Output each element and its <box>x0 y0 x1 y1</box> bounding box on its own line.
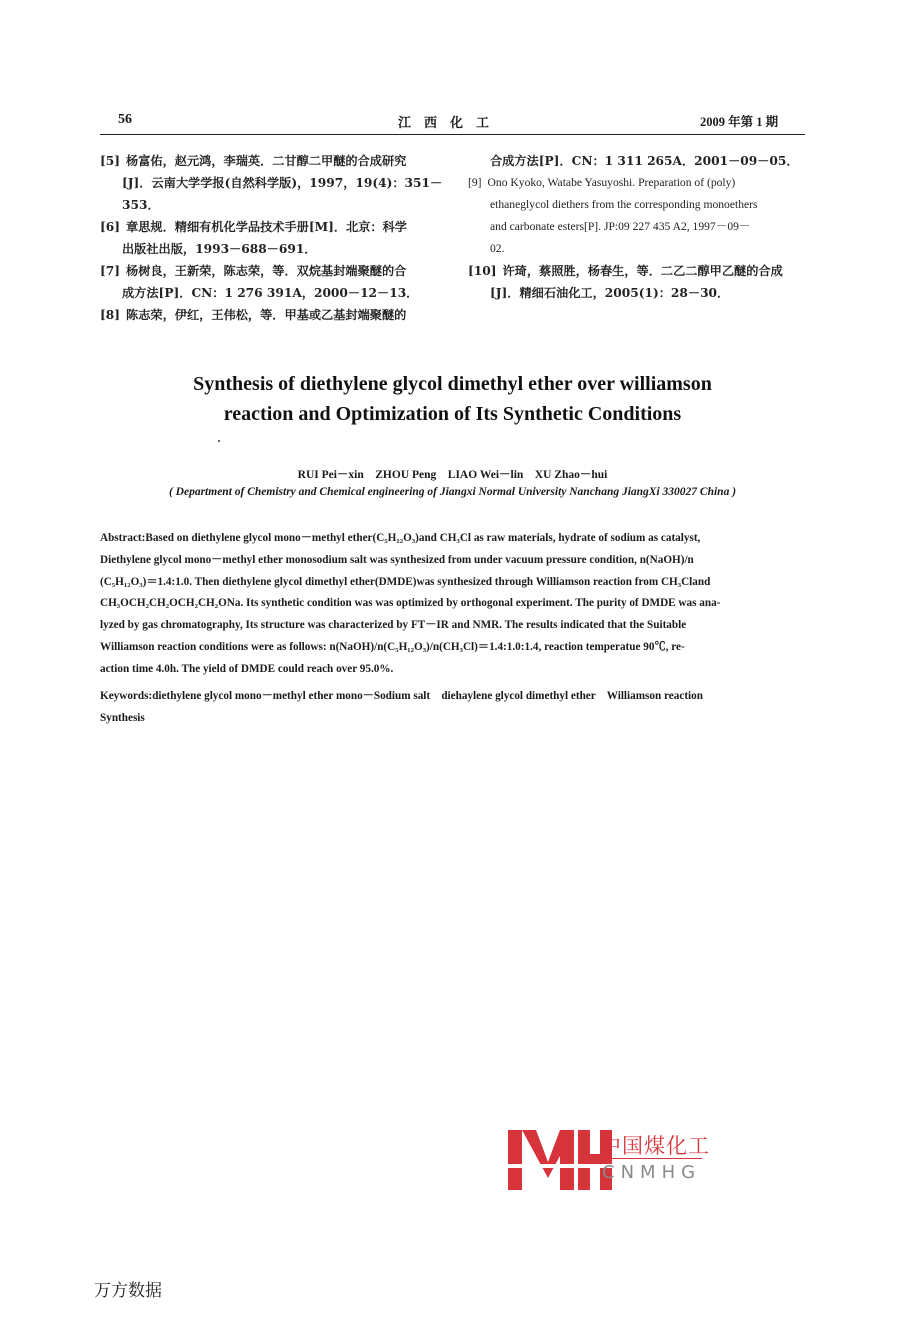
abstract-line-6: Williamson reaction conditions were as follows: n(NaOH)/n(C₅H₁₂O₃)/n(CH₃Cl)＝1.4:1.0:1.4, reaction temperatue 90℃, re- <box>100 640 685 653</box>
reference-first-line: [10] 许琦，蔡照胜，杨春生，等．二乙二醇甲乙醚的合成 <box>468 264 783 278</box>
affiliation: ( Department of Chemistry and Chemical engineering of Jiangxi Normal University Nanchang JiangXi 330027 China ) <box>168 486 737 498</box>
keywords-line1: diethylene glycol mono－methyl ether mono－Sodium salt diehaylene glycol dimethyl ether Williamson reaction <box>152 690 703 702</box>
reference-continuation: 成方法[P]．CN：1 276 391A，2000－12－13． <box>122 286 419 300</box>
abstract-label: Abstract: <box>100 532 146 544</box>
reference-item <box>468 260 808 304</box>
keywords <box>100 686 805 729</box>
reference-number: [6] <box>100 220 121 234</box>
reference-item <box>100 260 450 304</box>
abstract-line-5: lyzed by gas chromatography, Its structure was characterized by FT－IR and NMR. The results indicated that the Suitable <box>100 619 687 632</box>
abstract-line-1: Abstract:Based on diethylene glycol mono－methyl ether(C₅H₁₂O₃)and CH₃Cl as raw materials, hydrate of sodium as catalyst, <box>100 532 701 544</box>
reference-item <box>100 304 450 326</box>
abstract <box>100 528 805 681</box>
abstract-line-4: CH₃OCH₂CH₂OCH₂CH₂ONa. Its synthetic condition was was optimized by orthogonal experiment. The purity of DMDE was ana- <box>100 597 721 610</box>
logo-divider <box>600 1158 702 1159</box>
abstract-line-3: (C₅H₁₂O₃)＝1.4:1.0. Then diethylene glycol dimethyl ether(DMDE)was synthesized through Williamson reaction from CH₃Cland <box>100 575 711 588</box>
journal-name: 江 西 化 工 <box>398 116 490 131</box>
logo-text-cn: 中国煤化工 <box>600 1134 710 1158</box>
abstract-line-7: action time 4.0h. The yield of DMDE could reach over 95.0%. <box>100 662 394 675</box>
reference-continuation: [J]．云南大学学报(自然科学版)，1997，19(4)：351－ <box>122 176 443 190</box>
reference-continuation: ethaneglycol diethers from the corresponding monoethers <box>490 198 758 211</box>
reference-first-line: [7] 杨树良，王新荣，陈志荣，等．双烷基封端聚醚的合 <box>100 264 407 278</box>
reference-first-line: [9] Ono Kyoko, Watabe Yasuyoshi. Preparation of (poly) <box>468 176 736 189</box>
reference-first-line: [6] 章思规．精细有机化学品技术手册[M]．北京：科学 <box>100 220 407 234</box>
reference-first-line: 合成方法[P]．CN：1 311 265A．2001－09－05． <box>490 154 799 168</box>
reference-item <box>100 216 450 260</box>
paper-title-line1: Synthesis of diethylene glycol dimethyl ether over williamson <box>193 373 712 395</box>
speck-mark <box>218 440 220 442</box>
logo-text-en: CNMHG <box>602 1162 702 1183</box>
reference-item <box>468 150 808 172</box>
reference-number: [9] <box>468 176 482 189</box>
authors: RUI Pei－xin ZHOU Peng LIAO Wei－lin XU Zhao－hui <box>297 469 608 481</box>
reference-continuation: 353． <box>122 198 160 212</box>
reference-item <box>468 172 808 260</box>
reference-item <box>100 150 450 216</box>
reference-first-line: [5] 杨富佑，赵元鸿，李瑞英．二甘醇二甲醚的合成研究 <box>100 154 407 168</box>
issue-label: 2009 年第 1 期 <box>700 115 779 129</box>
references-left-column <box>100 150 450 326</box>
abstract-line-2: Diethylene glycol mono－methyl ether monosodium salt was synthesized from under vacuum pressure condition, n(NaOH)/n <box>100 553 694 566</box>
reference-continuation: and carbonate esters[P]. JP:09 227 435 A2, 1997－09－ <box>490 220 751 233</box>
references-right-column <box>468 150 808 304</box>
reference-number: [5] <box>100 154 121 168</box>
reference-continuation: 02. <box>490 242 505 255</box>
reference-number: [7] <box>100 264 121 278</box>
keywords-line2: Synthesis <box>100 711 145 724</box>
reference-number: [10] <box>468 264 497 278</box>
reference-continuation: 出版社出版，1993－688－691． <box>122 242 317 256</box>
page-number: 56 <box>118 112 132 127</box>
paper-title-line2: reaction and Optimization of Its Synthetic Conditions <box>223 403 682 425</box>
reference-continuation: [J]．精细石油化工，2005(1)：28－30． <box>490 286 730 300</box>
reference-first-line: [8] 陈志荣，伊红，王伟松，等．甲基或乙基封端聚醚的 <box>100 308 407 322</box>
keywords-label: Keywords: <box>100 690 153 702</box>
wanfang-watermark: 万方数据 <box>94 1281 162 1301</box>
reference-number: [8] <box>100 308 121 322</box>
header-rule <box>100 134 805 135</box>
